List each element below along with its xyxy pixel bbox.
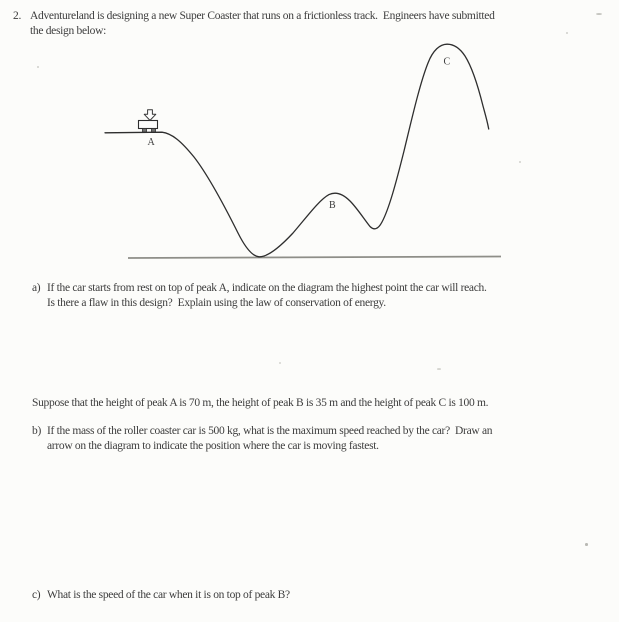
track-curve — [105, 44, 489, 257]
scan-speck — [279, 362, 281, 364]
ground-line — [128, 257, 501, 259]
part-c-line-1: What is the speed of the car when it is on top of peak B? — [47, 589, 290, 601]
question-part-a — [32, 281, 487, 311]
intro-line-2: the design below: — [30, 25, 107, 37]
part-a-line-2: Is there a flaw in this design? Explain using the law of conservation of energy. — [47, 297, 386, 309]
scan-speck — [437, 368, 441, 370]
part-b-line-2: arrow on the diagram to indicate the position where the car is moving fastest. — [47, 440, 379, 452]
given-heights-statement — [32, 396, 488, 411]
peak-label-b: B — [329, 200, 336, 211]
part-a-line-1: If the car starts from rest on top of peak A, indicate on the diagram the highest point the car will reach. — [47, 282, 487, 294]
coaster-car — [139, 121, 158, 133]
part-a-label: a) — [32, 282, 41, 294]
scan-speck — [566, 32, 568, 34]
scan-speck — [596, 13, 602, 15]
question-number: 2. — [13, 10, 22, 22]
part-b-label: b) — [32, 425, 41, 437]
intro-line-1: Adventureland is designing a new Super Coaster that runs on a frictionless track. Engineers have submitted — [30, 10, 495, 22]
peak-label-c: C — [443, 56, 451, 68]
scan-speck — [585, 543, 588, 546]
scan-speck — [37, 66, 39, 68]
scan-speck — [519, 161, 521, 163]
given-heights-text: Suppose that the height of peak A is 70 m, the height of peak B is 35 m and the height of peak C is 100 m. — [32, 397, 489, 409]
part-b-line-1: If the mass of the roller coaster car is 500 kg, what is the maximum speed reached by the car? Draw an — [47, 425, 493, 437]
question-part-c — [32, 588, 290, 603]
car-wheel-left — [143, 129, 147, 133]
car-body — [139, 121, 158, 129]
peak-label-a: A — [147, 137, 155, 148]
part-c-label: c) — [32, 589, 41, 601]
coaster-diagram — [95, 35, 510, 265]
car-wheel-right — [152, 129, 156, 133]
down-arrow-icon — [144, 110, 156, 121]
question-part-b — [32, 424, 492, 454]
